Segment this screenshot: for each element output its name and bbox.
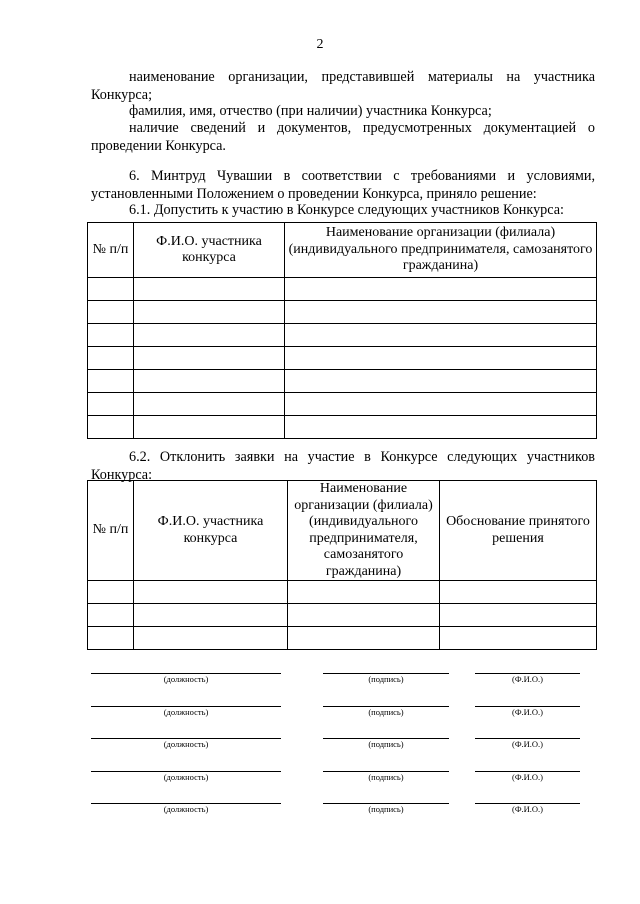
full-name-caption: (Ф.И.О.) [511,706,544,717]
full-name-caption: (Ф.И.О.) [511,739,544,749]
admit-table-cell [134,393,285,416]
reject-table-cell [440,604,597,627]
signature-caption: (подпись) [368,706,404,717]
full-name-caption: (Ф.И.О.) [511,771,544,782]
admit-header-organization: Наименование организации (филиала) (индивидуального предпринимателя, самозанятого гражданина) [285,223,597,278]
admit-table-cell [134,347,285,370]
reject-table [87,480,597,650]
reject-table-cell [88,581,134,604]
reject-header-participant: Ф.И.О. участника конкурса [134,481,288,581]
reject-header-organization: Наименование организации (филиала) (индивидуального предпринимателя, самозанятого гражданина) [288,481,440,581]
admit-table-row [88,416,597,439]
admit-table-cell [285,324,597,347]
admit-table-row [88,324,597,347]
admit-table-cell [88,370,134,393]
admit-table-cell [88,347,134,370]
admit-heading: 6.1. Допустить к участию в Конкурсе следующих участников Конкурса: [129,202,564,218]
signature-caption: (подпись) [368,739,404,749]
position-caption: (должность) [163,674,209,684]
reject-table-cell [88,627,134,650]
decision-paragraph: 6. Минтруд Чувашии в соответствии с требованиями и условиями, установленными Положением о проведении Конкурса, приняло решение: [91,168,595,202]
reject-table-cell [88,604,134,627]
admit-table-cell [134,301,285,324]
admit-table-header-row [88,223,597,278]
reject-table-cell [440,627,597,650]
position-caption: (должность) [163,739,209,749]
admit-table-row [88,278,597,301]
admit-table [87,222,597,439]
admit-table-cell [285,301,597,324]
reject-table-cell [134,581,288,604]
admit-table-cell [88,416,134,439]
admit-table-row [88,393,597,416]
reject-table-row [88,604,597,627]
reject-table-cell [288,627,440,650]
admit-table-cell [285,278,597,301]
intro-item-documents: наличие сведений и документов, предусмотренных документацией о проведении Конкурса. [91,120,595,154]
admit-header-number: № п/п [88,223,134,278]
admit-table-cell [134,370,285,393]
intro-item-organization: наименование организации, представившей материалы на участника Конкурса; [91,69,595,103]
reject-table-row [88,627,597,650]
reject-table-header-row [88,481,597,581]
signature-caption: (подпись) [368,674,404,684]
reject-header-reason: Обоснование принятого решения [440,481,597,581]
signature-caption: (подпись) [368,804,404,814]
intro-item-participant-name: фамилия, имя, отчество (при наличии) участника Конкурса; [129,103,492,119]
reject-header-number: № п/п [88,481,134,581]
full-name-caption: (Ф.И.О.) [511,804,544,814]
admit-table-body [88,278,597,439]
admit-header-participant: Ф.И.О. участника конкурса [134,223,285,278]
position-caption: (должность) [163,771,209,782]
reject-table-cell [440,581,597,604]
reject-table-cell [134,604,288,627]
admit-table-cell [285,370,597,393]
admit-table-row [88,370,597,393]
admit-table-cell [285,393,597,416]
reject-table-body [88,581,597,650]
admit-table-cell [88,393,134,416]
admit-table-row [88,347,597,370]
admit-table-cell [285,347,597,370]
reject-table-cell [288,581,440,604]
position-caption: (должность) [163,804,209,814]
reject-table-cell [288,604,440,627]
admit-table-cell [134,278,285,301]
reject-heading: 6.2. Отклонить заявки на участие в Конкурсе следующих участников Конкурса: [91,449,595,483]
signature-caption: (подпись) [368,771,404,782]
full-name-caption: (Ф.И.О.) [511,674,544,684]
reject-table-cell [134,627,288,650]
admit-table-row [88,301,597,324]
admit-table-cell [88,301,134,324]
admit-table-cell [134,416,285,439]
admit-table-cell [285,416,597,439]
position-caption: (должность) [163,706,209,717]
admit-table-cell [88,278,134,301]
admit-table-cell [88,324,134,347]
reject-table-row [88,581,597,604]
page-number: 2 [316,37,324,52]
admit-table-cell [134,324,285,347]
